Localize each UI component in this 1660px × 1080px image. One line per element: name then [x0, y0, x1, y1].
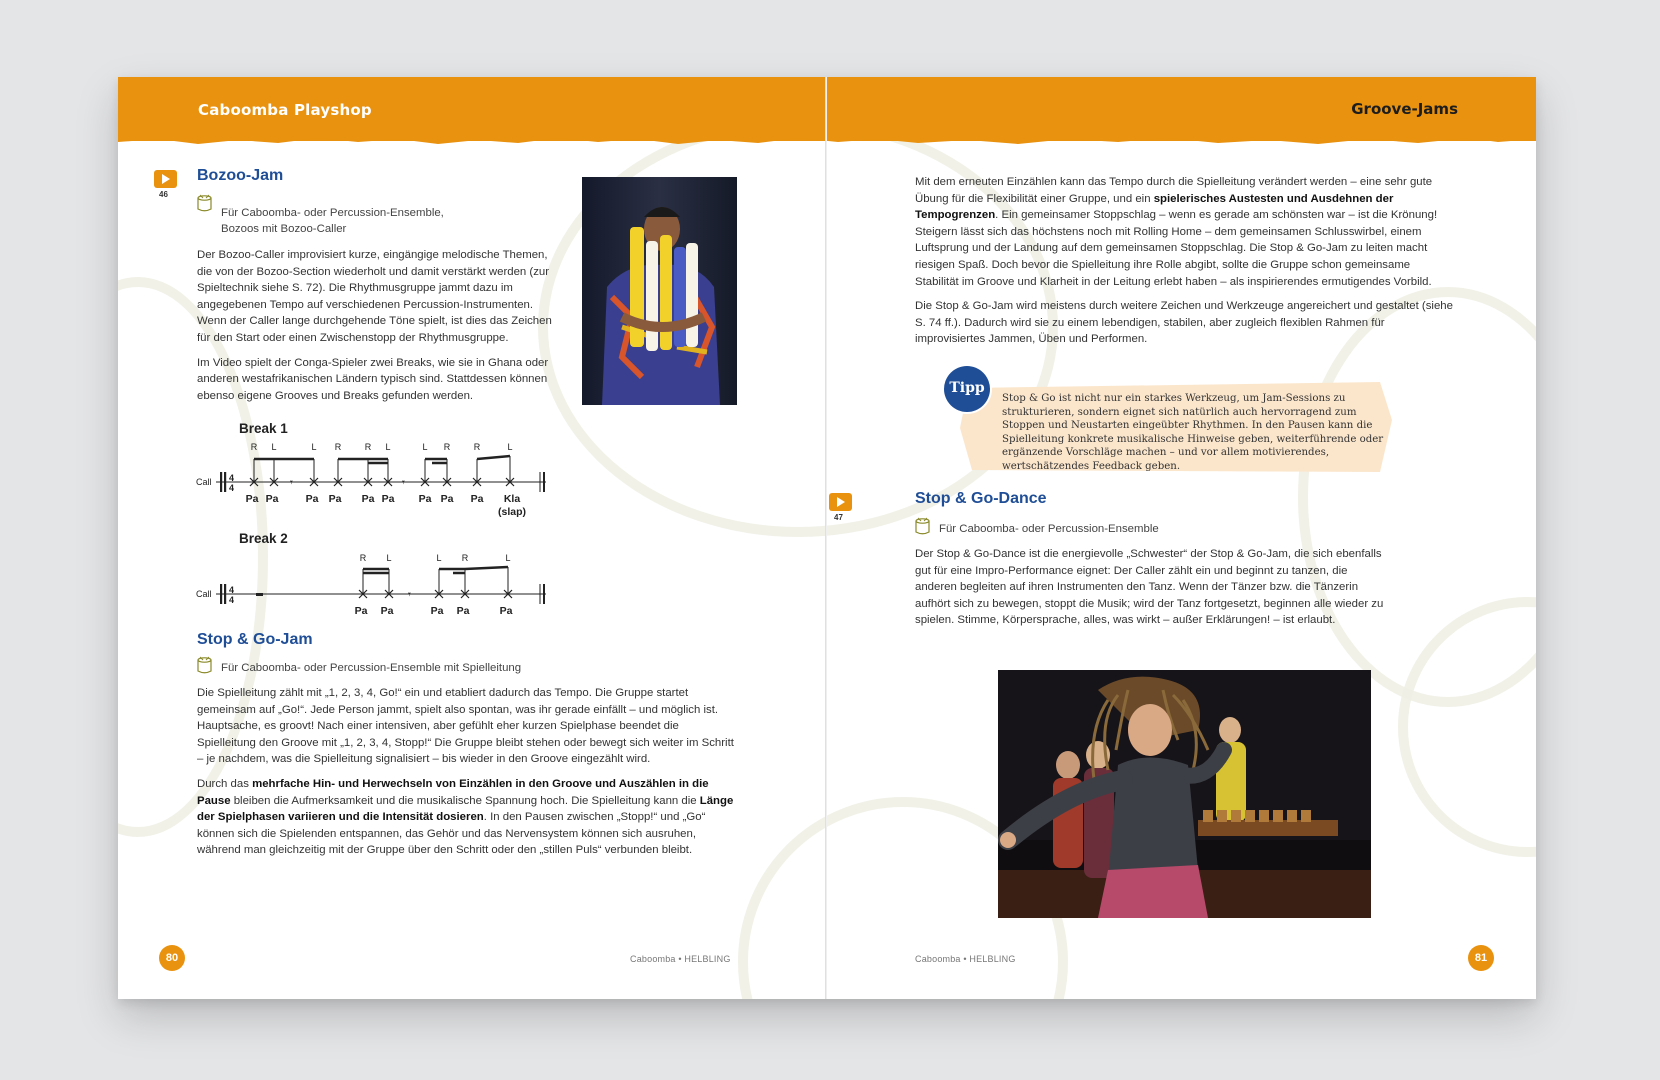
rest-symbol: 𝄾	[402, 477, 405, 489]
hand-marking: L	[311, 442, 317, 452]
footer-left	[630, 954, 731, 964]
syllable: Pa	[354, 605, 368, 617]
syllable-note: (slap)	[497, 506, 527, 518]
bold-text: mehrfache Hin- und Herwechseln von Einzählen in den Groove und Auszählen in die Pause	[197, 777, 709, 807]
time-signature-top: 4	[229, 585, 235, 595]
footer-brand: Caboomba	[915, 954, 961, 964]
stop-go-text	[197, 685, 737, 867]
text-run: . Ein gemeinsamer Stoppschlag – wenn es gerade am schönsten war – ist die Krönung! Steigern lässt sich das höchstens noch mit Rolling Home – dem gemeinsamen Schlusswirbel, einem Luftsprung und der Landung auf dem gemeinsamen Stoppschlag. Die Stop & Go-Jam zu leiten macht riesigen Spaß. Doch bevor die Spielleitung ihre Rolle abgibt, sollte die Gruppe schon gemeinsame Stabilität im Groove und Klarheit in der Leitung erlebt haben – als inspirierendes ermutigendes Vorbild.	[915, 209, 1438, 288]
page-number-right: 81	[1468, 945, 1494, 971]
hand-marking: R	[334, 442, 342, 452]
syllable: Kla	[503, 493, 521, 505]
hand-marking: L	[505, 553, 511, 563]
section-title-stop-go-dance: Stop & Go-Dance	[915, 490, 1047, 507]
photo-illustration	[582, 177, 737, 405]
page-header	[118, 77, 1536, 141]
syllable: Pa	[430, 605, 444, 617]
intro-text	[915, 174, 1455, 356]
syllable: Pa	[361, 493, 375, 505]
hand-marking: R	[443, 442, 451, 452]
bozoo-text	[197, 247, 562, 412]
video-number: 46	[159, 190, 168, 199]
break-2-label: Break 2	[239, 531, 288, 546]
photo-bozoo-player	[582, 177, 737, 405]
photo-dancer	[998, 670, 1371, 918]
break-1-notation	[192, 439, 612, 519]
hand-marking: R	[364, 442, 372, 452]
book-gutter	[825, 77, 827, 999]
paragraph: Der Stop & Go-Dance ist die energievolle „Schwester“ der Stop & Go-Jam, die sich ebenfalls gut für eine Impro-Performance eignet: Der Caller zählt ein und beginnt zu tanzen, die anderen begleiten auf ihren Instrumenten den Tanz. Wenn der Tänzer bzw. die Tänzerin aufhört sich zu bewegen, stoppt die Musik; wird der Tanz fortgesetzt, beginnen alle wieder zu spielen. Stimme, Körpersprache, alles, was wirkt – außer Erklärungen! – ist erlaubt.	[915, 548, 1384, 627]
hand-marking: R	[359, 553, 367, 563]
drum-icon	[197, 656, 212, 675]
footer-brand: Caboomba	[630, 954, 676, 964]
footer-right	[915, 954, 1016, 964]
video-play-icon[interactable]	[829, 493, 852, 511]
hand-marking: L	[385, 442, 391, 452]
syllable: Pa	[499, 605, 513, 617]
rest-symbol: 𝄾	[408, 589, 411, 601]
footer-publisher: HELBLING	[684, 954, 731, 964]
syllable: Pa	[418, 493, 432, 505]
syllable: Pa	[305, 493, 319, 505]
paragraph: Im Video spielt der Conga-Spieler zwei Breaks, wie sie in Ghana oder anderen westafrikanischen Ländern typisch sind. Stattdessen können ebenso eigene Grooves und Breaks gefunden werden.	[197, 356, 549, 402]
call-label: Call	[196, 589, 212, 599]
rest-symbol: 𝄾	[290, 477, 293, 489]
drum-icon	[915, 517, 930, 536]
paragraph: Die Spielleitung zählt mit „1, 2, 3, 4, Go!“ ein und etabliert dadurch das Tempo. Die Gruppe startet gemeinsam auf „Go!“. Jede Person jammt, spielt also spontan, was ihr gerade einfällt – und möglich ist. Hauptsache, es groovt! Nach einer intensiven, aber gefühlt eher kurzen Spielphase beendet die Spielleitung den Groove mit „1, 2, 3, 4, Stopp!“ Die Gruppe bleibt stehen oder bewegt sich weiter im Schritt – je nachdem, was die Spielleitung signalisiert – bis wieder in den Groove eingezählt wird.	[197, 687, 734, 766]
tip-badge: Tipp	[944, 366, 990, 412]
call-label: Call	[196, 477, 212, 487]
drum-icon	[197, 194, 212, 213]
hand-marking: L	[436, 553, 442, 563]
section-title-stop-go-jam: Stop & Go-Jam	[197, 631, 313, 648]
header-left-title: Caboomba Playshop	[198, 101, 372, 119]
hand-marking: L	[386, 553, 392, 563]
syllable: Pa	[265, 493, 279, 505]
torn-edge	[118, 133, 1536, 153]
footer-separator: •	[963, 954, 967, 964]
header-right-title: Groove-Jams	[1351, 100, 1458, 118]
text-run: Mit dem erneuten Einzählen kann das Tempo durch die Spielleitung verändert werden – eine sehr gute Übung für die Flexibilität einer Gruppe, und ein	[915, 176, 1433, 205]
footer-separator: •	[678, 954, 682, 964]
time-signature-bottom: 4	[229, 595, 235, 605]
break-2-notation	[192, 547, 612, 617]
paragraph: Die Stop & Go-Jam wird meistens durch weitere Zeichen und Werkzeuge angereichert und gestaltet (siehe S. 74 ff.). Dadurch wird sie zu einem lebendigen, stabilen, aber zugleich flexiblen Rahmen für improvisiertes Jammen, Üben und Performen.	[915, 300, 1453, 346]
bold-text: Länge der Spielphasen variieren und die Intensität dosieren	[197, 794, 734, 824]
syllable: Pa	[470, 493, 484, 505]
paragraph	[197, 776, 737, 859]
syllable: Pa	[328, 493, 342, 505]
paragraph	[915, 174, 1455, 290]
video-number: 47	[834, 513, 843, 522]
page-number-left: 80	[159, 945, 185, 971]
bold-text: spielerisches Austesten und Ausdehnen der Tempogrenzen	[915, 192, 1394, 222]
syllable: Pa	[245, 493, 259, 505]
syllable: Pa	[380, 605, 394, 617]
syllable: Pa	[456, 605, 470, 617]
paragraph: Der Bozoo-Caller improvisiert kurze, eingängige melodische Themen, die von der Bozoo-Section wiederholt und damit verstärkt werden (zur Spieltechnik siehe S. 72). Die Rhythmusgruppe jammt dazu im angegebenen Tempo auf verschiedenen Percussion-Instrumenten. Wenn der Caller lange durchgehende Töne spielt, ist dies das Zeichen für den Start oder einen Zwischenstopp der Rhythmusgruppe.	[197, 249, 552, 344]
section-title-bozoo-jam: Bozoo-Jam	[197, 167, 284, 184]
text-run: Durch das	[197, 777, 253, 790]
half-rest	[256, 593, 263, 596]
syllable: Pa	[381, 493, 395, 505]
book-spread	[118, 77, 1536, 999]
hand-marking: R	[250, 442, 258, 452]
syllable: Pa	[440, 493, 454, 505]
footer-publisher: HELBLING	[969, 954, 1016, 964]
ensemble-info: Für Caboomba- oder Percussion-Ensemble, Bozoos mit Bozoo-Caller	[221, 207, 444, 235]
hand-marking: R	[461, 553, 469, 563]
hand-marking: L	[507, 442, 513, 452]
video-play-icon[interactable]	[154, 170, 177, 188]
hand-marking: L	[271, 442, 277, 452]
ensemble-info: Für Caboomba- oder Percussion-Ensemble	[939, 523, 1159, 535]
hand-marking: R	[473, 442, 481, 452]
dance-text	[915, 546, 1385, 637]
photo-illustration	[998, 670, 1371, 918]
ensemble-info: Für Caboomba- oder Percussion-Ensemble mit Spielleitung	[221, 662, 522, 674]
break-1-label: Break 1	[239, 421, 288, 436]
hand-marking: L	[422, 442, 428, 452]
time-signature-bottom: 4	[229, 483, 235, 493]
text-run: bleiben die Aufmerksamkeit und die musikalische Spannung hoch. Die Spielleitung kann die	[230, 794, 700, 807]
time-signature-top: 4	[229, 473, 235, 483]
text-run: . In den Pausen zwischen „Stopp!“ und „Go“ können sich die Spielenden entspannen, das Gehör und das Nervensystem können sich ausruhen, während man gleichzeitig mit der Gruppe über den Schritt oder den „stillen Puls“ verbunden bleibt.	[197, 811, 706, 857]
tip-text: Stop & Go ist nicht nur ein starkes Werkzeug, um Jam-Sessions zu strukturieren, sondern eignet sich natürlich auch hervorragend zum Stoppen und Neustarten eingeübter Rhythmen. In den Pausen kann die Spielleitung konkrete musikalische Hinweise geben, weiterführende oder ergänzende Vorschläge machen – und vor allem motivierendes, wertschätzendes Feedback geben.	[1002, 393, 1384, 472]
